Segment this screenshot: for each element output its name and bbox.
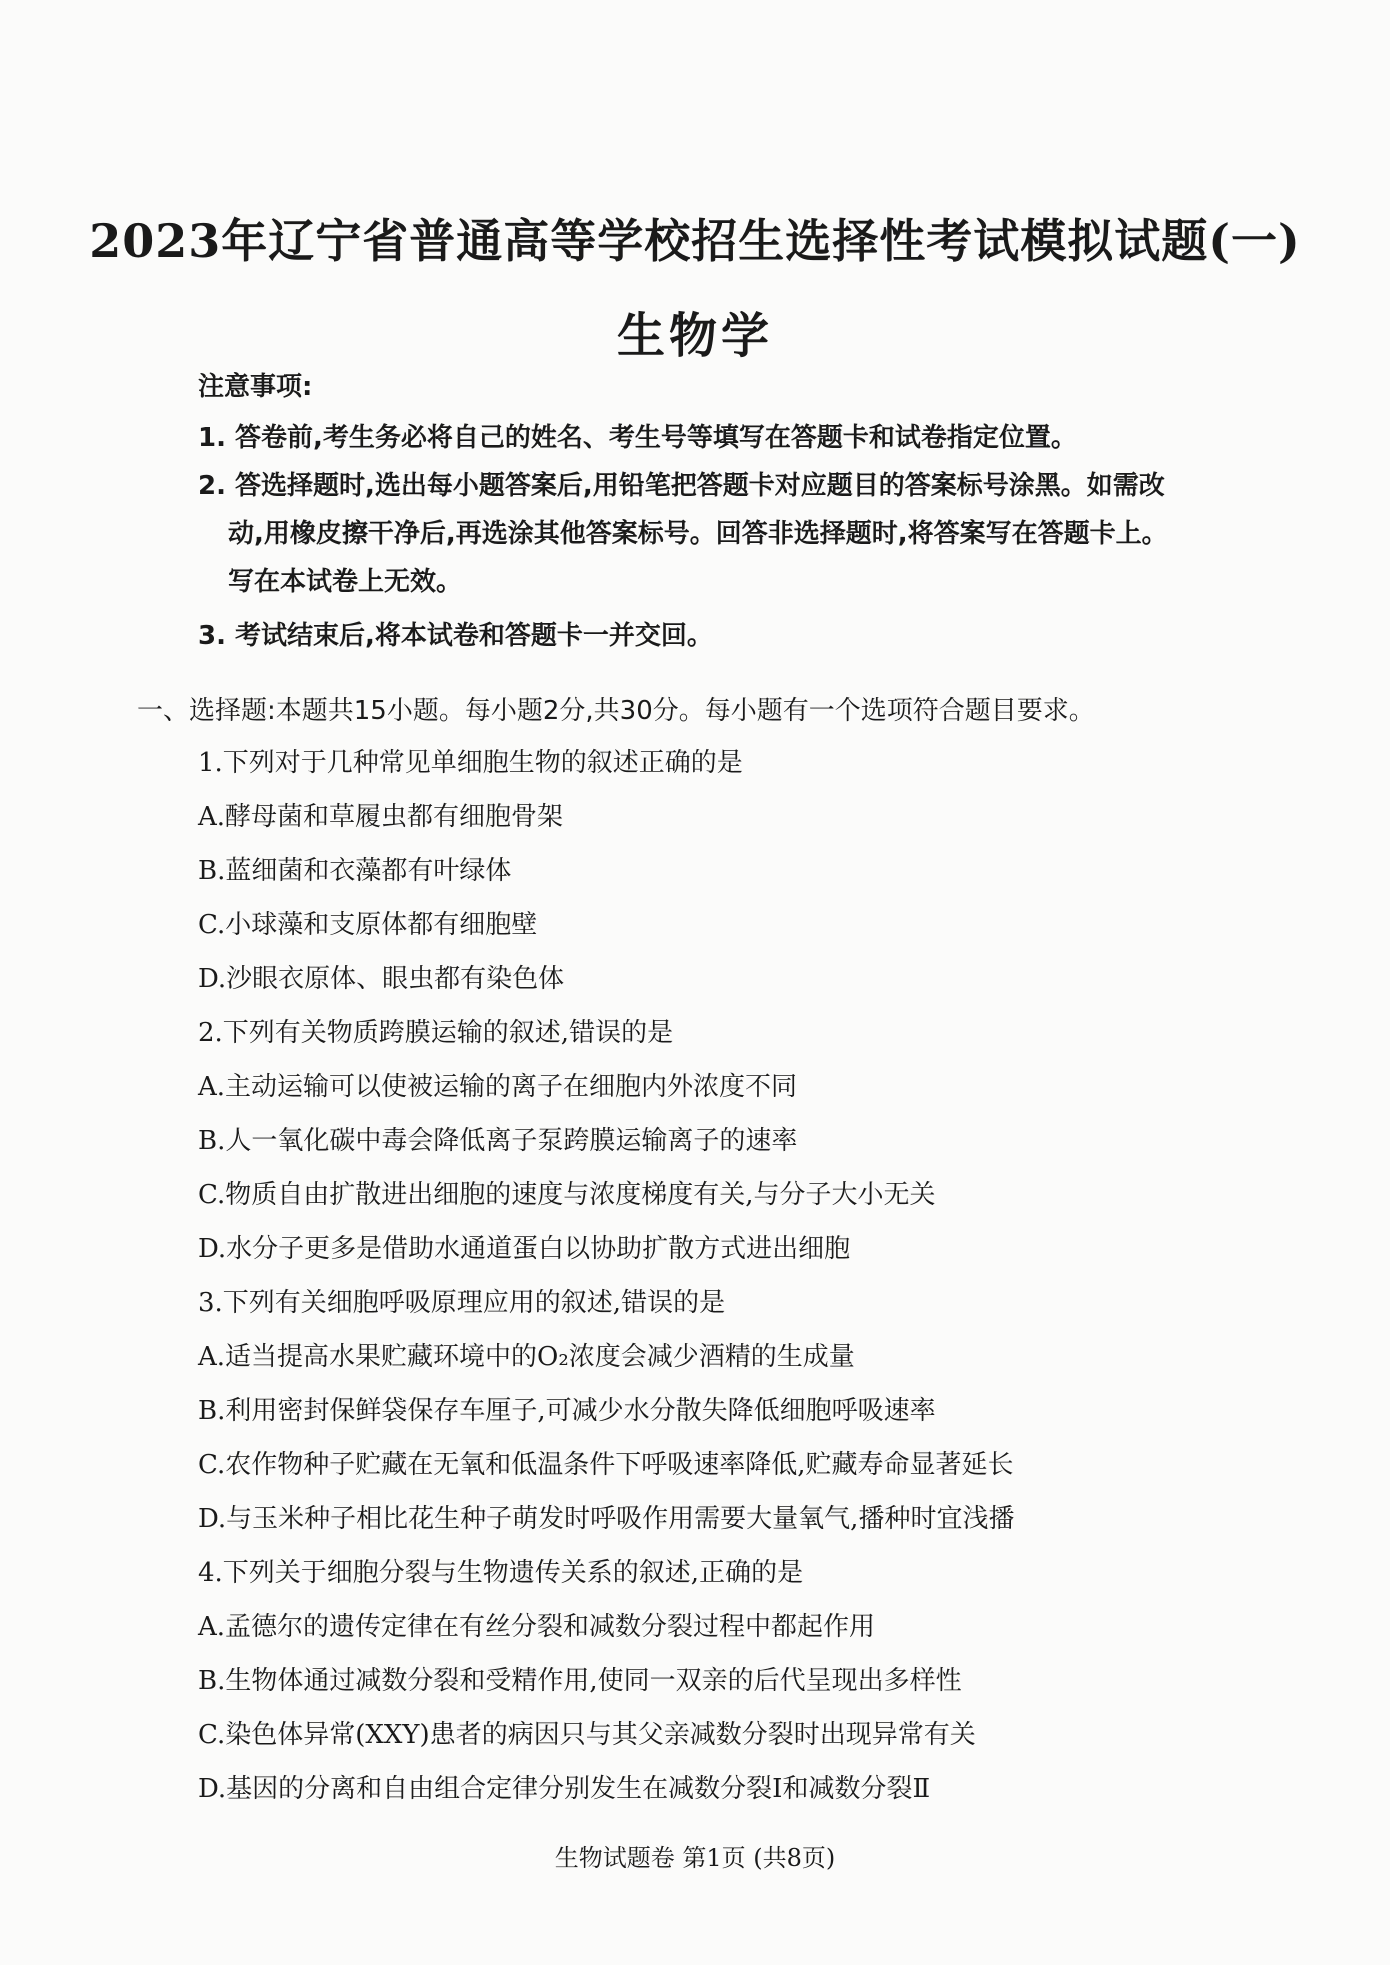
note-text: 1. 答卷前,考生务必将自己的姓名、考生号等填写在答题卡和试卷指定位置。 (198, 423, 1077, 453)
note-item (198, 414, 1258, 462)
question-option: D.水分子更多是借助水通道蛋白以协助扩散方式进出细胞 (198, 1234, 851, 1264)
question-option: B.人一氧化碳中毒会降低离子泵跨膜运输离子的速率 (198, 1126, 798, 1156)
notes-heading: 注意事项: (198, 372, 313, 402)
question-stem: 2.下列有关物质跨膜运输的叙述,错误的是 (198, 1018, 674, 1048)
question-option: C.小球藻和支原体都有细胞壁 (198, 910, 538, 940)
note-text: 3. 考试结束后,将本试卷和答题卡一并交回。 (198, 621, 713, 651)
question-option: D.基因的分离和自由组合定律分别发生在减数分裂Ⅰ和减数分裂Ⅱ (198, 1774, 931, 1804)
question-option: C.染色体异常(XXY)患者的病因只与其父亲减数分裂时出现异常有关 (198, 1720, 976, 1750)
note-item (198, 462, 1258, 606)
question-option: D.与玉米种子相比花生种子萌发时呼吸作用需要大量氧气,播种时宜浅播 (198, 1504, 1015, 1534)
question-option: B.蓝细菌和衣藻都有叶绿体 (198, 856, 512, 886)
question-stem: 1.下列对于几种常见单细胞生物的叙述正确的是 (198, 748, 743, 778)
question-option: C.物质自由扩散进出细胞的速度与浓度梯度有关,与分子大小无关 (198, 1180, 936, 1210)
question-option: B.利用密封保鲜袋保存车厘子,可减少水分散失降低细胞呼吸速率 (198, 1396, 936, 1426)
question-option: A.适当提高水果贮藏环境中的O₂浓度会减少酒精的生成量 (198, 1342, 855, 1372)
question-option: C.农作物种子贮藏在无氧和低温条件下呼吸速率降低,贮藏寿命显著延长 (198, 1450, 1014, 1480)
section-heading: 一、选择题:本题共15小题。每小题2分,共30分。每小题有一个选项符合题目要求。 (137, 696, 1095, 726)
question-option: A.主动运输可以使被运输的离子在细胞内外浓度不同 (198, 1072, 798, 1102)
question-option: A.酵母菌和草履虫都有细胞骨架 (198, 802, 564, 832)
note-text: 2. 答选择题时,选出每小题答案后,用铅笔把答题卡对应题目的答案标号涂黑。如需改 (198, 471, 1165, 501)
question-option: D.沙眼衣原体、眼虫都有染色体 (198, 964, 565, 994)
question-stem: 3.下列有关细胞呼吸原理应用的叙述,错误的是 (198, 1288, 726, 1318)
page-footer: 生物试题卷 第1页 (共8页) (554, 1844, 836, 1872)
question-option: B.生物体通过减数分裂和受精作用,使同一双亲的后代呈现出多样性 (198, 1666, 962, 1696)
exam-subject: 生物学 (616, 308, 773, 364)
note-continuation: 动,用橡皮擦干净后,再选涂其他答案标号。回答非选择题时,将答案写在答题卡上。 (228, 519, 1168, 549)
question-option: A.孟德尔的遗传定律在有丝分裂和减数分裂过程中都起作用 (198, 1612, 876, 1642)
note-item (198, 612, 1258, 660)
question-stem: 4.下列关于细胞分裂与生物遗传关系的叙述,正确的是 (198, 1558, 804, 1588)
note-continuation: 写在本试卷上无效。 (228, 567, 463, 597)
exam-title: 2023年辽宁省普通高等学校招生选择性考试模拟试题(一) (89, 214, 1301, 268)
